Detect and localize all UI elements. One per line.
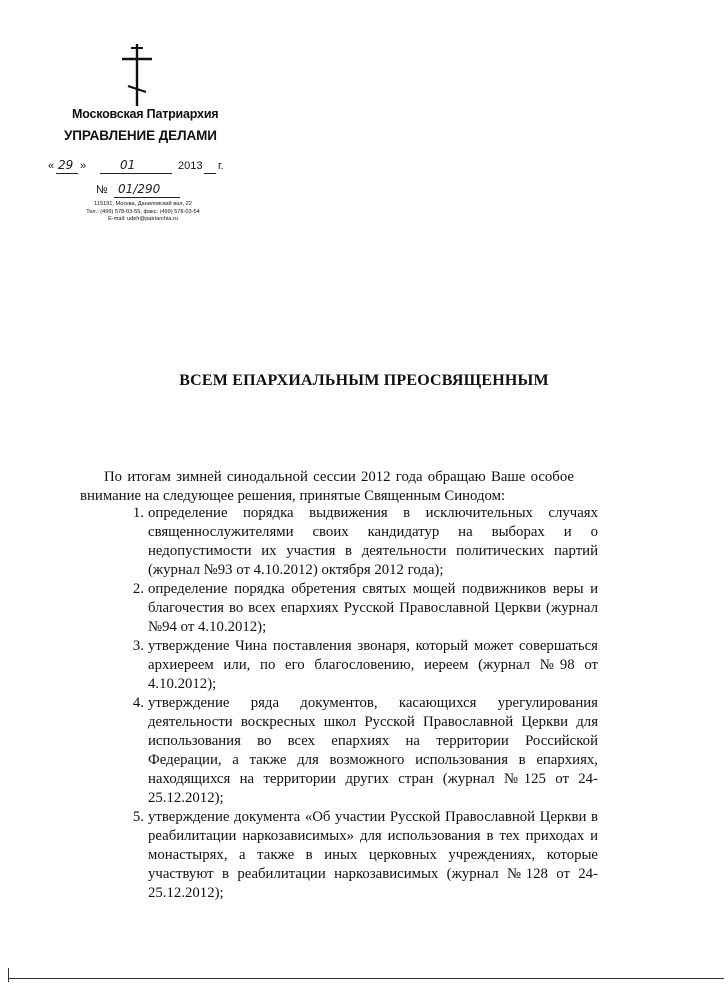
date-year: 2013	[178, 160, 203, 172]
date-line	[48, 157, 248, 175]
list-item	[104, 580, 598, 637]
intro-paragraph: По итогам зимней синодальной сессии 2012 года обращаю Ваше особое внимание на следующее решения, принятые Священным Синодом:	[80, 469, 574, 504]
date-open-quote: «	[48, 160, 55, 172]
address-text: 115191, Москва, Даниловский вал, 22	[94, 201, 192, 207]
list-item-text: утверждение документа «Об участии Русской Православной Церкви в реабилитации наркозависимых» для использования в тех приходах и монастырях, а также в иных церковных учреждениях, которые участвуют в реабилитации наркозависимых (журнал №128 от 24-25.12.2012);	[148, 809, 598, 901]
org-name: Московская Патриархия	[72, 107, 219, 121]
list-item	[104, 808, 598, 903]
phones-text: Тел.: (499) 578-03-55, факс: (499) 578-03-54	[86, 208, 200, 215]
list-item-text: утверждение Чина поставления звонаря, который может совершаться архиереем или, по его благословению, иереем (журнал №98 от 4.10.2012);	[148, 638, 598, 692]
contacts-block	[56, 201, 230, 224]
date-close-quote: »	[80, 160, 87, 172]
page-bottom-tick	[8, 968, 9, 982]
document-title: ВСЕМ ЕПАРХИАЛЬНЫМ ПРЕОСВЯЩЕННЫМ	[179, 372, 549, 389]
email-text: E-mail: udelr@patriarchia.ru	[108, 216, 178, 222]
list-item-number: 1.	[132, 505, 144, 521]
list-item	[104, 637, 598, 694]
orthodox-cross-icon	[119, 42, 155, 108]
number-line	[96, 181, 196, 199]
list-item-number: 2.	[132, 581, 144, 597]
list-item-number: 3.	[132, 638, 144, 654]
list-item-text: утверждение ряда документов, касающихся урегулирования деятельности воскресных школ Русской Православной Церкви для использования во всех епархиях на территории Российской Федерации, а также для возможного использования в епархиях, находящихся на территории других стран (журнал №125 от 24-25.12.2012);	[148, 695, 598, 806]
list-item	[104, 504, 598, 580]
date-month: 01	[120, 158, 136, 172]
org-department: УПРАВЛЕНИЕ ДЕЛАМИ	[64, 128, 217, 143]
list-item-text: определение порядка обретения святых мощей подвижников веры и благочестия во всех епархиях Русской Православной Церкви (журнал №94 от 4.10.2012);	[148, 581, 598, 635]
date-suffix: г.	[218, 160, 224, 172]
number-prefix: №	[96, 184, 108, 196]
decisions-list	[104, 504, 598, 903]
page-bottom-rule	[8, 978, 724, 979]
list-item-text: определение порядка выдвижения в исключительных случаях священнослужителями своих кандидатур на выборах и о недопустимости их участия в деятельности политических партий (журнал №93 от 4.10.2012) октября 2012 года);	[148, 505, 598, 578]
date-day: 29	[58, 158, 74, 172]
number-value: 01/290	[118, 182, 161, 196]
list-item	[104, 694, 598, 808]
list-item-number: 4.	[132, 695, 144, 711]
list-item-number: 5.	[132, 809, 144, 825]
